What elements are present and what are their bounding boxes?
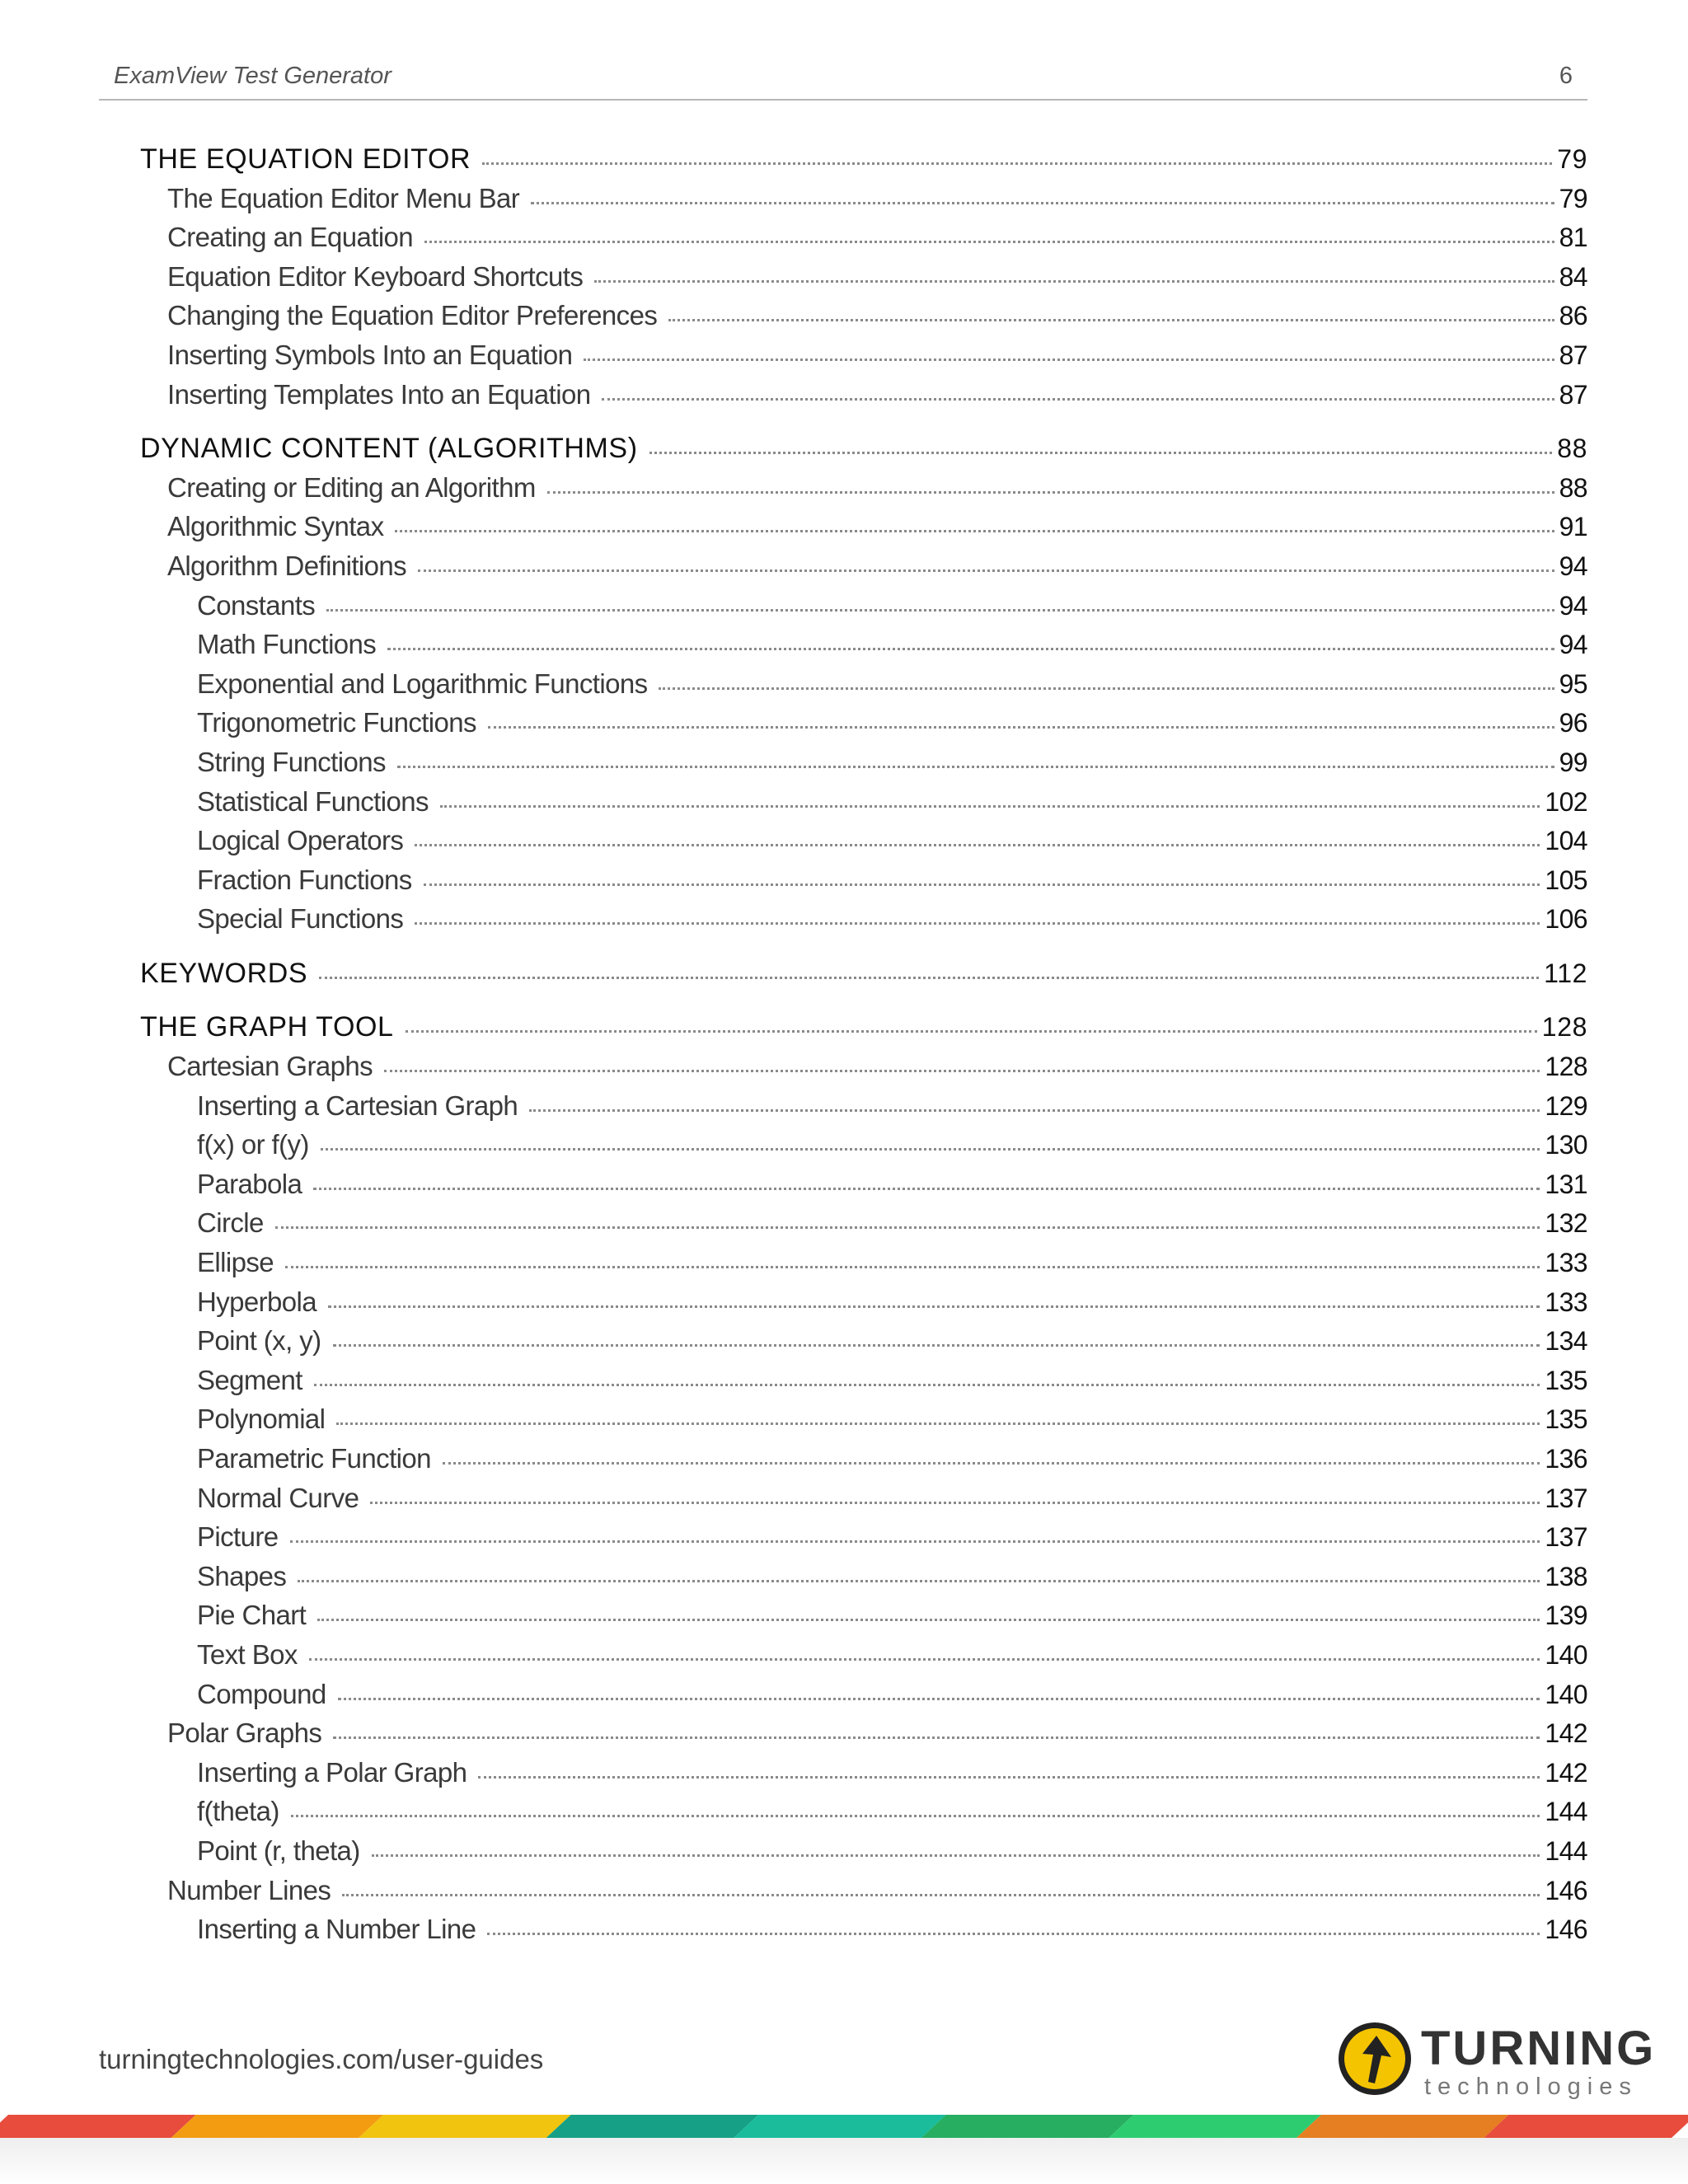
- toc-entry[interactable]: [140, 903, 1587, 943]
- toc-entry-title: Algorithmic Syntax: [167, 511, 384, 542]
- toc-entry-page: 137: [1545, 1522, 1587, 1553]
- toc-entry[interactable]: [140, 1207, 1587, 1247]
- dot-leader: [482, 162, 1552, 165]
- toc-entry-title: f(theta): [197, 1796, 279, 1827]
- dot-leader: [333, 1736, 1540, 1739]
- toc-entry[interactable]: [140, 1796, 1587, 1835]
- toc-section-entry[interactable]: [140, 143, 1587, 183]
- toc-entry[interactable]: [140, 668, 1587, 708]
- logo-wordmark: TURNING: [1421, 2022, 1657, 2075]
- toc-entry-page: 129: [1545, 1090, 1587, 1121]
- toc-entry-title: Pie Chart: [197, 1600, 307, 1631]
- toc-entry-title: Normal Curve: [197, 1482, 359, 1513]
- toc-entry-title: Shapes: [197, 1560, 287, 1591]
- toc-entry[interactable]: [140, 786, 1587, 826]
- dot-leader: [487, 1933, 1540, 1935]
- color-band-segment: [359, 2115, 571, 2138]
- toc-entry-title: Exponential and Logarithmic Functions: [197, 668, 648, 699]
- dot-leader: [584, 359, 1554, 361]
- dot-leader: [395, 530, 1554, 532]
- toc-entry[interactable]: [140, 1247, 1587, 1286]
- toc-entry-page: 91: [1559, 512, 1587, 542]
- toc-entry-title: f(x) or f(y): [197, 1129, 309, 1160]
- toc-entry[interactable]: [140, 1835, 1587, 1875]
- toc-entry-title: String Functions: [197, 746, 386, 777]
- toc-entry-page: 88: [1559, 472, 1587, 503]
- footer-shadow: [0, 2138, 1688, 2184]
- toc-entry[interactable]: [140, 1051, 1587, 1090]
- dot-leader: [384, 1070, 1540, 1072]
- color-band-segment: [546, 2115, 759, 2138]
- toc-entry-page: 133: [1545, 1286, 1587, 1317]
- toc-entry[interactable]: [140, 1875, 1587, 1915]
- dot-leader: [415, 922, 1540, 925]
- toc-entry[interactable]: [140, 707, 1587, 747]
- toc-entry-title: Parabola: [197, 1168, 302, 1199]
- dot-leader: [309, 1658, 1540, 1661]
- toc-entry-page: 139: [1545, 1601, 1587, 1631]
- dot-leader: [602, 398, 1554, 401]
- toc-entry-page: 144: [1545, 1835, 1587, 1866]
- toc-entry-title: Inserting Symbols Into an Equation: [167, 339, 573, 370]
- toc-entry-page: 140: [1545, 1679, 1587, 1709]
- dot-leader: [406, 1030, 1537, 1033]
- dot-leader: [291, 1815, 1540, 1817]
- toc-entry-title: DYNAMIC CONTENT (ALGORITHMS): [140, 433, 638, 465]
- toc-entry-page: 138: [1545, 1561, 1587, 1591]
- toc-entry-title: Hyperbola: [197, 1286, 317, 1317]
- page-header: [99, 63, 1587, 101]
- dot-leader: [298, 1580, 1540, 1582]
- toc-entry[interactable]: [140, 1404, 1587, 1443]
- dot-leader: [659, 687, 1554, 690]
- dot-leader: [668, 319, 1554, 321]
- toc-entry-page: 135: [1545, 1404, 1587, 1435]
- toc-entry-page: 94: [1559, 630, 1587, 660]
- dot-leader: [326, 609, 1554, 612]
- toc-entry-page: 87: [1559, 379, 1587, 410]
- toc-entry[interactable]: [140, 340, 1587, 379]
- toc-entry[interactable]: [140, 511, 1587, 551]
- toc-entry-page: 88: [1557, 434, 1587, 464]
- toc-entry-title: Changing the Equation Editor Preferences: [167, 300, 658, 331]
- dot-leader: [319, 977, 1539, 979]
- dot-leader: [370, 1502, 1540, 1504]
- dot-leader: [336, 1422, 1540, 1425]
- dot-leader: [424, 241, 1554, 243]
- document-title: ExamView Test Generator: [114, 63, 392, 89]
- dot-leader: [649, 452, 1553, 454]
- dot-leader: [285, 1266, 1540, 1268]
- toc-entry-page: 79: [1559, 183, 1587, 213]
- toc-entry[interactable]: [140, 1521, 1587, 1561]
- toc-entry[interactable]: [140, 551, 1587, 590]
- toc-entry-page: 96: [1559, 708, 1587, 738]
- toc-entry[interactable]: [140, 472, 1587, 512]
- toc-entry[interactable]: [140, 865, 1587, 904]
- toc-entry[interactable]: [140, 379, 1587, 419]
- toc-entry-title: Number Lines: [167, 1874, 331, 1905]
- toc-entry-title: Polynomial: [197, 1404, 326, 1435]
- dot-leader: [387, 648, 1554, 650]
- toc-entry-page: 144: [1545, 1797, 1587, 1827]
- toc-entry[interactable]: [140, 183, 1587, 223]
- toc-entry-title: Inserting a Polar Graph: [197, 1756, 467, 1788]
- toc-entry[interactable]: [140, 1129, 1587, 1169]
- dot-leader: [313, 1188, 1540, 1190]
- dot-leader: [397, 766, 1554, 768]
- dot-leader: [547, 491, 1554, 494]
- toc-entry-page: 102: [1545, 786, 1587, 817]
- color-band-segment: [0, 2115, 196, 2138]
- toc-entry[interactable]: [140, 825, 1587, 865]
- dot-leader: [317, 1619, 1540, 1621]
- toc-entry-page: 84: [1559, 261, 1587, 292]
- toc-entry-page: 99: [1559, 747, 1587, 777]
- toc-entry[interactable]: [140, 1639, 1587, 1679]
- toc-entry-page: 135: [1545, 1365, 1587, 1395]
- dot-leader: [275, 1226, 1540, 1229]
- toc-entry-page: 95: [1559, 668, 1587, 699]
- dot-leader: [314, 1384, 1540, 1386]
- dot-leader: [424, 883, 1540, 886]
- dot-leader: [321, 1148, 1540, 1151]
- toc-entry-title: THE GRAPH TOOL: [140, 1011, 394, 1043]
- toc-entry-page: 112: [1544, 958, 1587, 988]
- page-number: 6: [1559, 63, 1573, 89]
- dot-leader: [594, 280, 1554, 283]
- turning-arrow-icon: [1335, 2019, 1414, 2098]
- toc-entry-page: 94: [1559, 551, 1587, 581]
- toc-entry[interactable]: [140, 222, 1587, 261]
- toc-entry[interactable]: [140, 1718, 1587, 1757]
- toc-entry[interactable]: [140, 1561, 1587, 1601]
- toc-entry-title: Circle: [197, 1207, 264, 1239]
- toc-entry[interactable]: [140, 1914, 1587, 1953]
- toc-entry[interactable]: [140, 1169, 1587, 1208]
- toc-entry-page: 137: [1545, 1483, 1587, 1513]
- toc-entry[interactable]: [140, 1757, 1587, 1797]
- toc-entry-title: Statistical Functions: [197, 785, 429, 817]
- toc-entry-page: 81: [1559, 223, 1587, 253]
- footer-color-band: [0, 2115, 1688, 2138]
- toc-entry-title: Special Functions: [197, 903, 404, 935]
- toc-entry-page: 133: [1545, 1248, 1587, 1278]
- toc-entry-page: 142: [1545, 1757, 1587, 1788]
- toc-entry[interactable]: [140, 1365, 1587, 1404]
- dot-leader: [372, 1854, 1540, 1857]
- toc-entry-page: 142: [1545, 1718, 1587, 1749]
- toc-entry-page: 94: [1559, 590, 1587, 621]
- toc-entry-page: 146: [1545, 1915, 1587, 1945]
- dot-leader: [328, 1305, 1540, 1308]
- toc-entry-title: Compound: [197, 1678, 326, 1709]
- color-band-segment: [1109, 2115, 1321, 2138]
- toc-entry-page: 79: [1557, 144, 1587, 174]
- dot-leader: [478, 1776, 1540, 1779]
- dot-leader: [290, 1540, 1540, 1543]
- dot-leader: [531, 202, 1554, 204]
- toc-entry-title: Creating an Equation: [167, 222, 414, 253]
- toc-entry[interactable]: [140, 1679, 1587, 1718]
- toc-entry-page: 87: [1559, 340, 1587, 370]
- toc-entry-title: KEYWORDS: [140, 957, 308, 989]
- dot-leader: [440, 805, 1540, 808]
- toc-entry-title: Polar Graphs: [167, 1718, 322, 1749]
- toc-entry-title: Creating or Editing an Algorithm: [167, 471, 536, 503]
- toc-entry-page: 128: [1541, 1012, 1587, 1043]
- toc-entry[interactable]: [140, 300, 1587, 340]
- toc-entry-title: The Equation Editor Menu Bar: [167, 182, 520, 213]
- toc-entry-title: Inserting Templates Into an Equation: [167, 378, 591, 410]
- toc-entry-title: Cartesian Graphs: [167, 1051, 373, 1082]
- toc-entry-title: THE EQUATION EDITOR: [140, 143, 471, 175]
- toc-entry-title: Picture: [197, 1521, 279, 1553]
- toc-entry[interactable]: [140, 1483, 1587, 1522]
- toc-entry-title: Point (r, theta): [197, 1835, 360, 1866]
- color-band-segment: [1296, 2115, 1509, 2138]
- toc-entry[interactable]: [140, 1600, 1587, 1639]
- toc-entry[interactable]: [140, 1286, 1587, 1326]
- toc-entry-title: Logical Operators: [197, 825, 404, 856]
- toc-entry-title: Equation Editor Keyboard Shortcuts: [167, 260, 584, 292]
- toc-entry-title: Algorithm Definitions: [167, 550, 407, 581]
- toc-section-entry[interactable]: [140, 1011, 1587, 1051]
- toc-entry[interactable]: [140, 261, 1587, 301]
- toc-entry-page: 86: [1559, 301, 1587, 331]
- toc-section-entry[interactable]: [140, 958, 1587, 997]
- toc-entry-page: 132: [1545, 1208, 1587, 1239]
- toc-entry-title: Parametric Function: [197, 1443, 431, 1474]
- toc-entry-page: 134: [1545, 1326, 1587, 1357]
- toc-entry-page: 140: [1545, 1639, 1587, 1670]
- dot-leader: [342, 1894, 1540, 1896]
- toc-entry-title: Point (x, y): [197, 1325, 321, 1357]
- dot-leader: [443, 1462, 1540, 1465]
- toc-entry-page: 104: [1545, 826, 1587, 856]
- toc-entry[interactable]: [140, 1090, 1587, 1130]
- toc-entry-title: Math Functions: [197, 629, 377, 660]
- toc-entry-title: Ellipse: [197, 1247, 274, 1278]
- toc-section-entry[interactable]: [140, 433, 1587, 472]
- toc-entry-title: Inserting a Cartesian Graph: [197, 1090, 518, 1121]
- color-band-segment: [921, 2115, 1134, 2138]
- dot-leader: [415, 844, 1540, 846]
- toc-entry[interactable]: [140, 590, 1587, 630]
- footer-url[interactable]: turningtechnologies.com/user-guides: [99, 2044, 544, 2074]
- toc-entry-page: 130: [1545, 1130, 1587, 1160]
- color-band-segment: [734, 2115, 946, 2138]
- logo-subtitle: technologies: [1424, 2074, 1638, 2100]
- toc-entry[interactable]: [140, 747, 1587, 786]
- dot-leader: [418, 569, 1554, 572]
- toc-entry-page: 146: [1545, 1875, 1587, 1905]
- dot-leader: [333, 1344, 1540, 1347]
- toc-entry[interactable]: [140, 1443, 1587, 1483]
- dot-leader: [488, 726, 1554, 729]
- toc-entry-title: Text Box: [197, 1638, 298, 1670]
- toc-entry-page: 136: [1545, 1444, 1587, 1474]
- dot-leader: [338, 1698, 1540, 1700]
- toc-entry-title: Segment: [197, 1364, 302, 1395]
- color-band-segment: [1484, 2115, 1688, 2138]
- toc-entry-title: Inserting a Number Line: [197, 1914, 476, 1945]
- color-band-segment: [171, 2115, 384, 2138]
- dot-leader: [529, 1109, 1540, 1112]
- toc-entry-title: Trigonometric Functions: [197, 707, 476, 738]
- table-of-contents: [140, 143, 1587, 1953]
- toc-entry-page: 131: [1545, 1169, 1587, 1199]
- toc-entry[interactable]: [140, 629, 1587, 668]
- toc-entry[interactable]: [140, 1325, 1587, 1365]
- turning-technologies-logo: [1335, 2018, 1657, 2100]
- toc-entry-page: 128: [1545, 1052, 1587, 1082]
- toc-entry-page: 105: [1545, 865, 1587, 895]
- toc-entry-title: Constants: [197, 589, 316, 621]
- toc-entry-page: 106: [1545, 904, 1587, 935]
- toc-entry-title: Fraction Functions: [197, 864, 412, 895]
